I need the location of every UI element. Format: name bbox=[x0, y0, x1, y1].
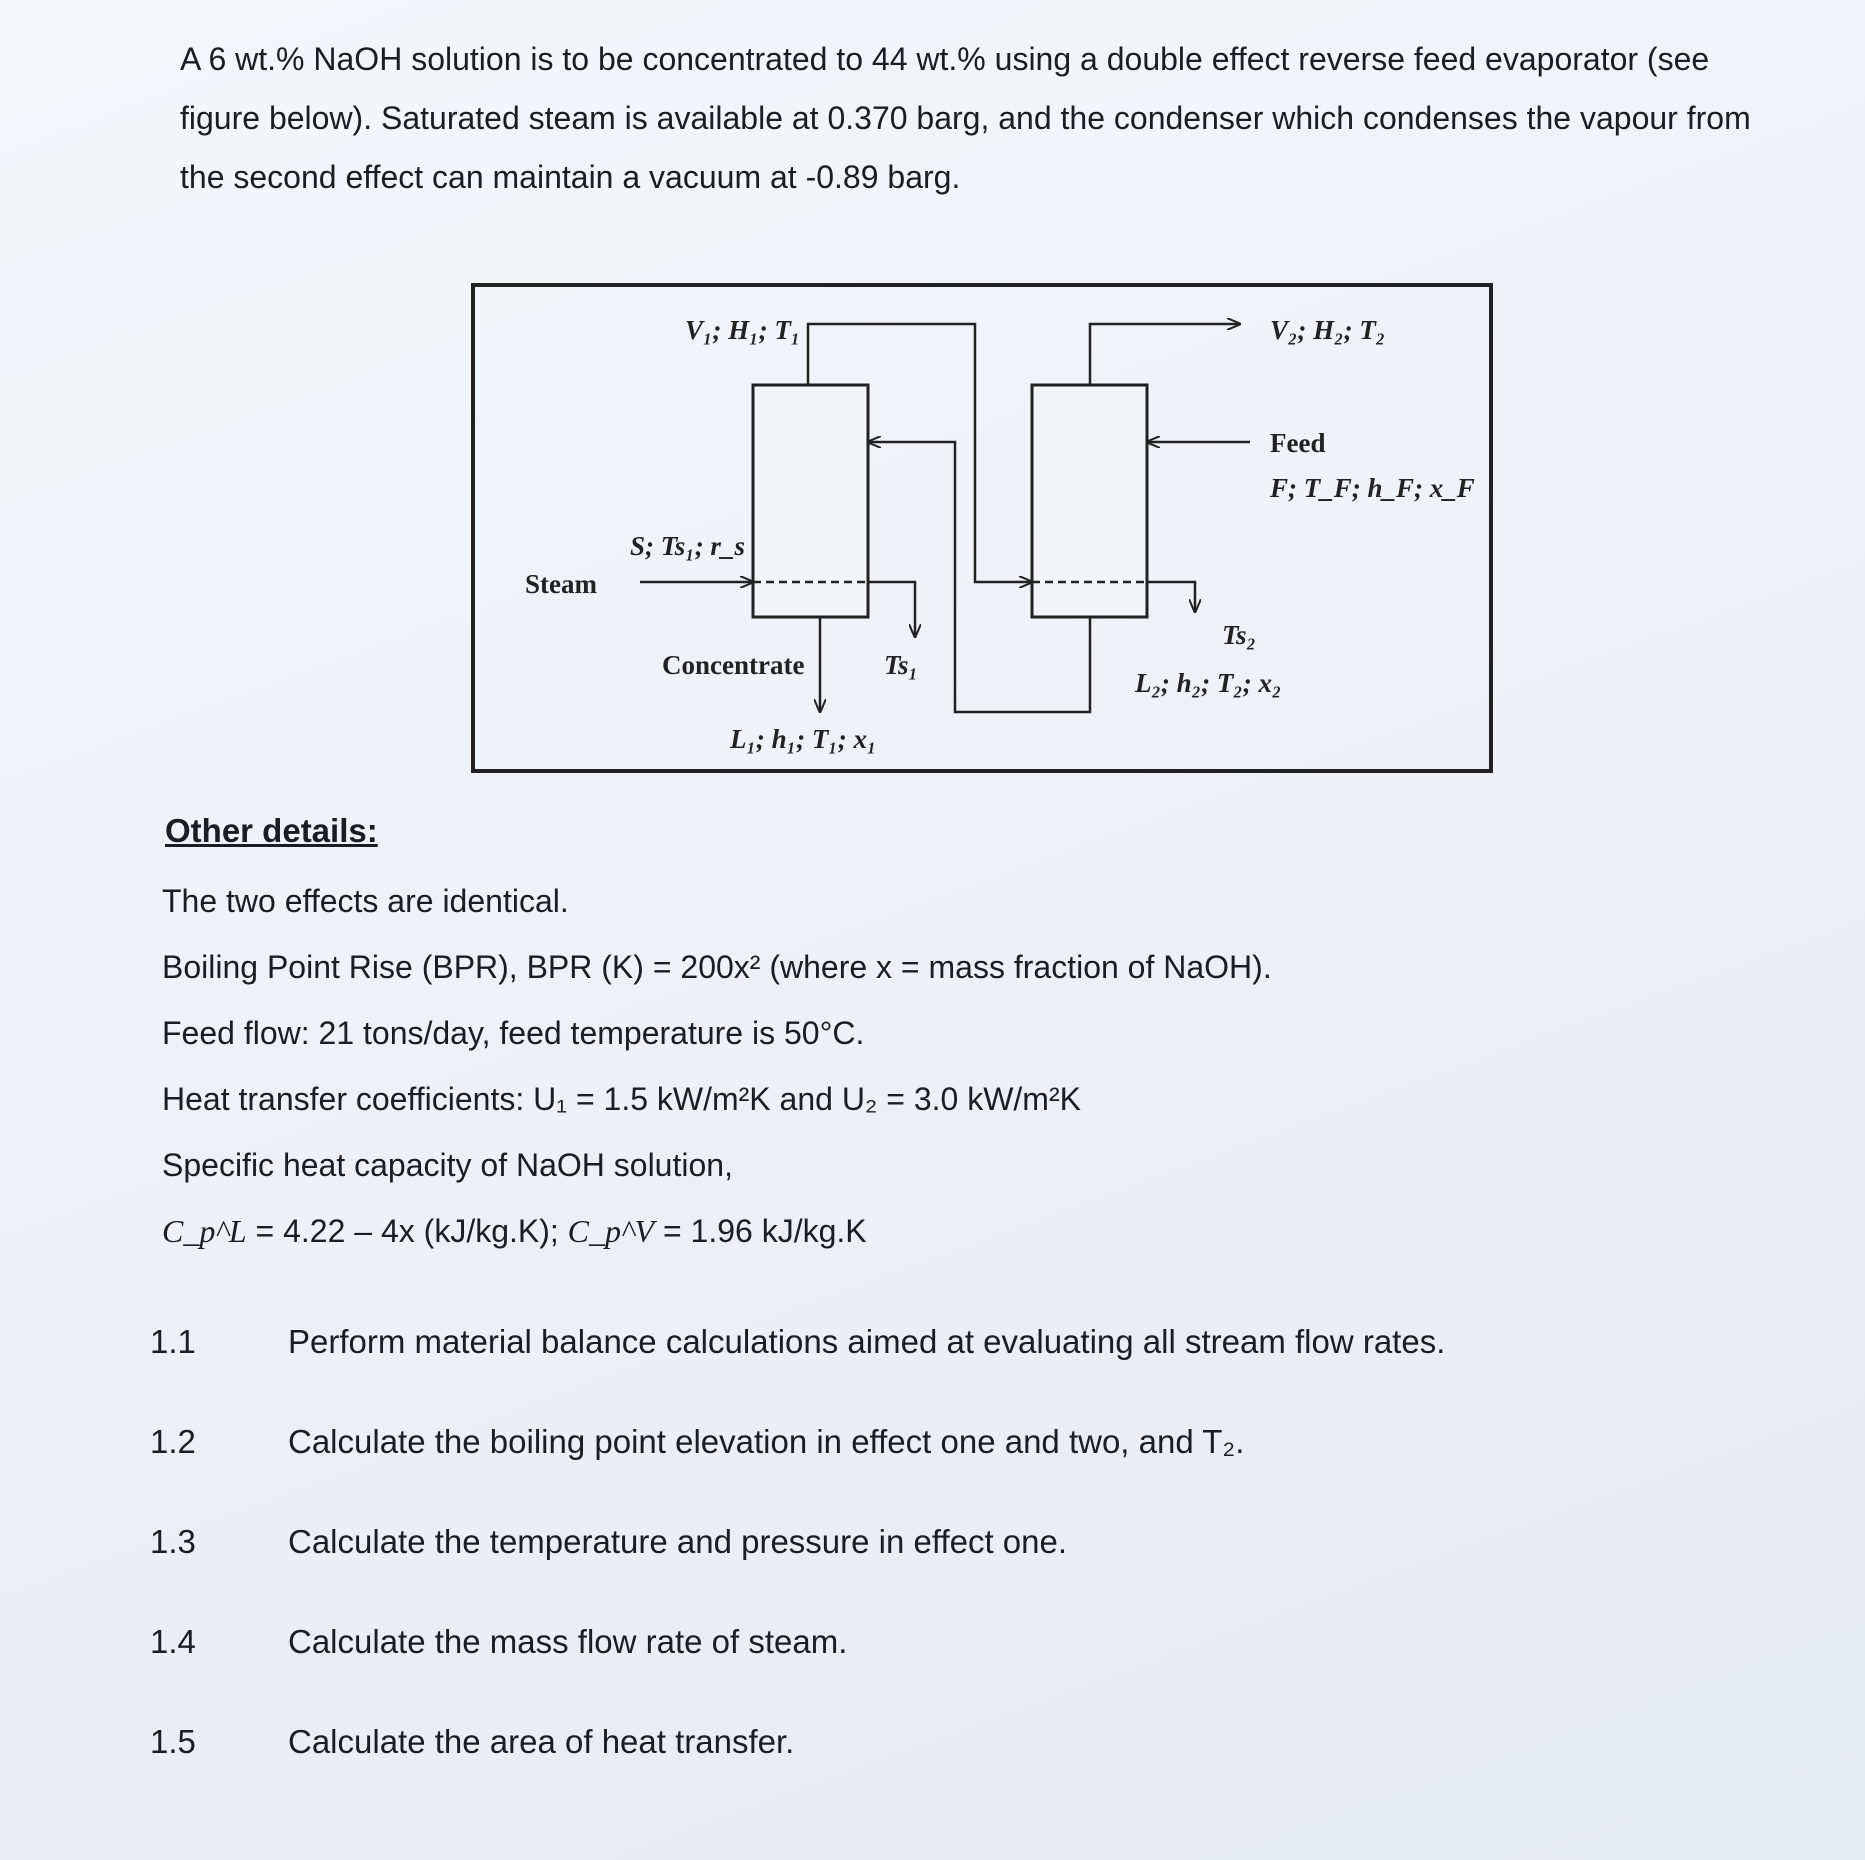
other-details bbox=[162, 868, 1662, 1264]
feed-label: Feed bbox=[1270, 428, 1326, 458]
bpr-formula: Boiling Point Rise (BPR), BPR (K) = 200x² (where x = mass fraction of NaOH). bbox=[162, 949, 1272, 985]
concentrate-label: Concentrate bbox=[662, 650, 805, 680]
question-item bbox=[150, 1622, 1750, 1722]
question-text: Perform material balance calculations aimed at evaluating all stream flow rates. bbox=[288, 1323, 1446, 1360]
question-item bbox=[150, 1322, 1750, 1422]
condensate-one-line bbox=[868, 582, 915, 637]
question-number: 1.2 bbox=[150, 1423, 196, 1460]
evaporator-schematic bbox=[470, 282, 1495, 775]
specific-heat-intro: Specific heat capacity of NaOH solution, bbox=[162, 1147, 733, 1183]
specific-heat-formula bbox=[162, 1198, 1662, 1264]
diagram-frame bbox=[473, 285, 1491, 771]
ts1-label: Ts₁ bbox=[884, 650, 918, 680]
cp-liquid-symbol: C_p^L bbox=[162, 1213, 247, 1249]
question-number: 1.4 bbox=[150, 1623, 196, 1660]
problem-statement: A 6 wt.% NaOH solution is to be concentrated to 44 wt.% using a double effect reverse feed evaporator (see figure below). Saturated steam is available at 0.370 barg, and the condenser which condenses the vapour from the second effect can maintain a vacuum at -0.89 barg. bbox=[180, 41, 1751, 195]
feed-variables-label: F; T_F; h_F; x_F bbox=[1270, 473, 1475, 503]
liquid-one-label: L₁; h₁; T₁; x₁ bbox=[730, 724, 877, 754]
question-number: 1.3 bbox=[150, 1523, 196, 1560]
question-item bbox=[150, 1522, 1750, 1622]
ts2-label: Ts₂ bbox=[1222, 620, 1256, 650]
vapour-two-label: V₂; H₂; T₂ bbox=[1270, 315, 1386, 345]
question-text: Calculate the boiling point elevation in effect one and two, and T₂. bbox=[288, 1423, 1245, 1460]
question-item bbox=[150, 1422, 1750, 1522]
question-number: 1.5 bbox=[150, 1723, 196, 1760]
question-list bbox=[150, 1322, 1750, 1822]
heat-transfer-coefficients: Heat transfer coefficients: U₁ = 1.5 kW/m²K and U₂ = 3.0 kW/m²K bbox=[162, 1081, 1081, 1117]
cp-vapour-value: = 1.96 kJ/kg.K bbox=[654, 1213, 867, 1249]
condensate-two-line bbox=[1147, 582, 1195, 612]
evaporator-diagram bbox=[470, 282, 1495, 775]
feed-flow-note: Feed flow: 21 tons/day, feed temperature is 50°C. bbox=[162, 1015, 865, 1051]
cp-liquid-value: = 4.22 – 4x (kJ/kg.K); bbox=[246, 1213, 568, 1249]
other-details-heading: Other details: bbox=[165, 812, 378, 849]
question-text: Calculate the temperature and pressure in effect one. bbox=[288, 1523, 1068, 1560]
question-text: Calculate the mass flow rate of steam. bbox=[288, 1623, 848, 1660]
steam-label: Steam bbox=[525, 569, 597, 599]
identical-effects-note: The two effects are identical. bbox=[162, 883, 569, 919]
question-text: Calculate the area of heat transfer. bbox=[288, 1723, 795, 1760]
steam-variables-label: S; Ts₁; r_s bbox=[630, 531, 745, 561]
cp-vapour-symbol: C_p^V bbox=[567, 1213, 655, 1249]
question-item bbox=[150, 1722, 1750, 1822]
vapour-one-label: V₁; H₁; T₁ bbox=[685, 315, 801, 345]
liquid-two-label: L₂; h₂; T₂; x₂ bbox=[1135, 668, 1282, 698]
vapour-two-line bbox=[1090, 324, 1240, 385]
question-number: 1.1 bbox=[150, 1323, 196, 1360]
